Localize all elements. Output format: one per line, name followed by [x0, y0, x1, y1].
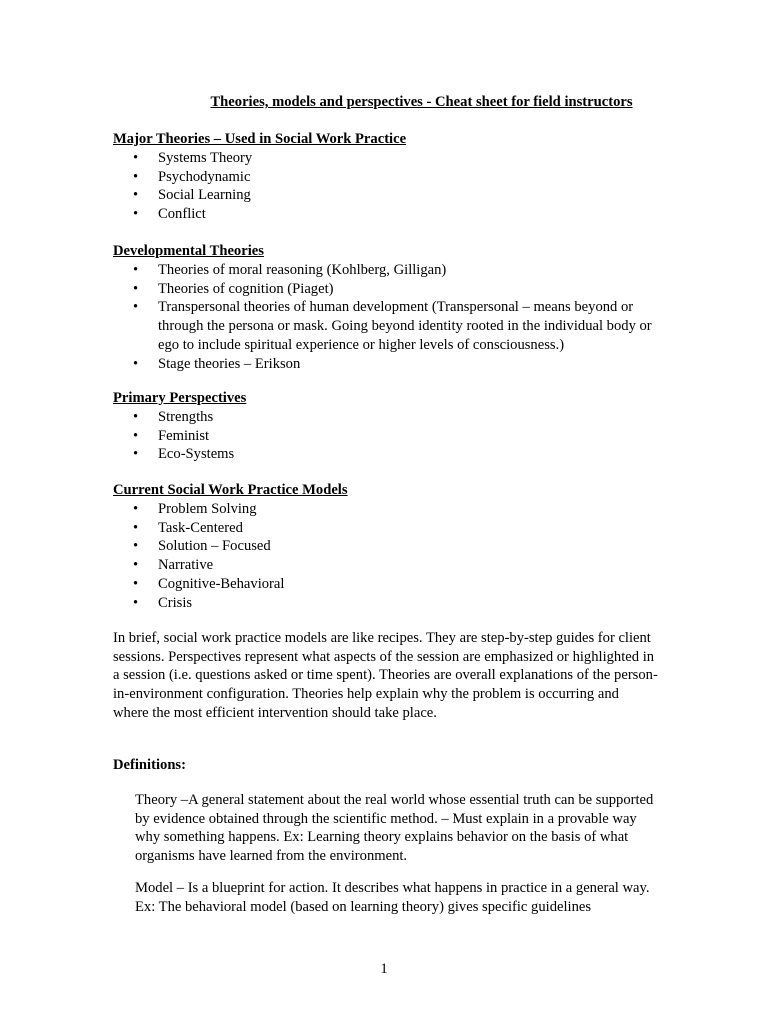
- list-item: • Task-Centered: [133, 519, 243, 536]
- model-definition: Model – Is a blueprint for action. It describes what happens in practice in a general way. Ex: The behavioral model (based on learning theory) gives specific guidelines: [135, 880, 650, 915]
- primary-perspectives-list: [0, 408, 658, 464]
- page-number: 1: [380, 961, 388, 977]
- list-item: • Feminist: [133, 427, 210, 444]
- section-heading-developmental-theories: Developmental Theories: [113, 243, 264, 259]
- bullet-icon: •: [133, 519, 139, 536]
- list-item: • Solution – Focused: [133, 538, 271, 555]
- bullet-icon: •: [133, 206, 139, 223]
- bullet-icon: •: [133, 557, 139, 574]
- list-item: • Theories of cognition (Piaget): [133, 280, 334, 297]
- bullet-icon: •: [133, 538, 139, 555]
- list-item: • Problem Solving: [133, 501, 257, 517]
- list-item: • Eco-Systems: [133, 446, 235, 463]
- section-heading-practice-models: Current Social Work Practice Models: [113, 482, 348, 498]
- list-item: • Psychodynamic: [133, 168, 251, 185]
- definitions-heading: Definitions:: [113, 757, 186, 773]
- list-item: • Transpersonal theories of human development (Transpersonal – means beyond or through the persona or mask. Going beyond identity rooted in the individual body or ego to include spiritual experience or higher levels of consciousness.): [133, 299, 652, 353]
- practice-models-list: [0, 500, 658, 612]
- bullet-icon: •: [133, 594, 139, 611]
- document-title: Theories, models and perspectives - Cheat sheet for field instructors: [210, 94, 633, 110]
- bullet-icon: •: [133, 187, 139, 204]
- developmental-theories-list: [0, 261, 658, 373]
- summary-paragraph: In brief, social work practice models are like recipes. They are step-by-step guides for client sessions. Perspectives represent what aspects of the session are emphasized or highlighted in a session (i.e. questions asked or time spent). Theories are overall explanations of the person-in-environment configuration. Theories help explain why the problem is occurring and where the most efficient intervention should take place.: [113, 630, 658, 721]
- list-item: • Narrative: [133, 557, 214, 574]
- list-item: • Stage theories – Erikson: [133, 355, 301, 372]
- list-item: • Crisis: [133, 594, 193, 611]
- list-item: • Strengths: [133, 409, 214, 425]
- list-item: • Theories of moral reasoning (Kohlberg, Gilligan): [133, 262, 447, 278]
- major-theories-list: [0, 149, 658, 224]
- bullet-icon: •: [133, 575, 139, 592]
- list-item: • Social Learning: [133, 187, 251, 204]
- bullet-icon: •: [133, 280, 139, 297]
- list-item: • Systems Theory: [133, 150, 253, 166]
- bullet-icon: •: [133, 355, 139, 372]
- bullet-icon: •: [133, 446, 139, 463]
- bullet-icon: •: [133, 501, 139, 517]
- bullet-icon: •: [133, 150, 139, 166]
- list-item: • Conflict: [133, 206, 206, 223]
- theory-definition: Theory –A general statement about the real world whose essential truth can be supported by evidence obtained through the scientific method. – Must explain in a provable way why something happens. Ex: Learning theory explains behavior on the basis of what organisms have learned from the environment.: [135, 792, 654, 865]
- bullet-icon: •: [133, 168, 139, 185]
- section-heading-primary-perspectives: Primary Perspectives: [113, 390, 247, 406]
- bullet-icon: •: [133, 409, 139, 425]
- section-heading-major-theories: Major Theories – Used in Social Work Practice: [113, 131, 407, 147]
- bullet-icon: •: [133, 427, 139, 444]
- bullet-icon: •: [133, 262, 139, 278]
- list-item: • Cognitive-Behavioral: [133, 575, 285, 592]
- bullet-icon: •: [133, 299, 139, 316]
